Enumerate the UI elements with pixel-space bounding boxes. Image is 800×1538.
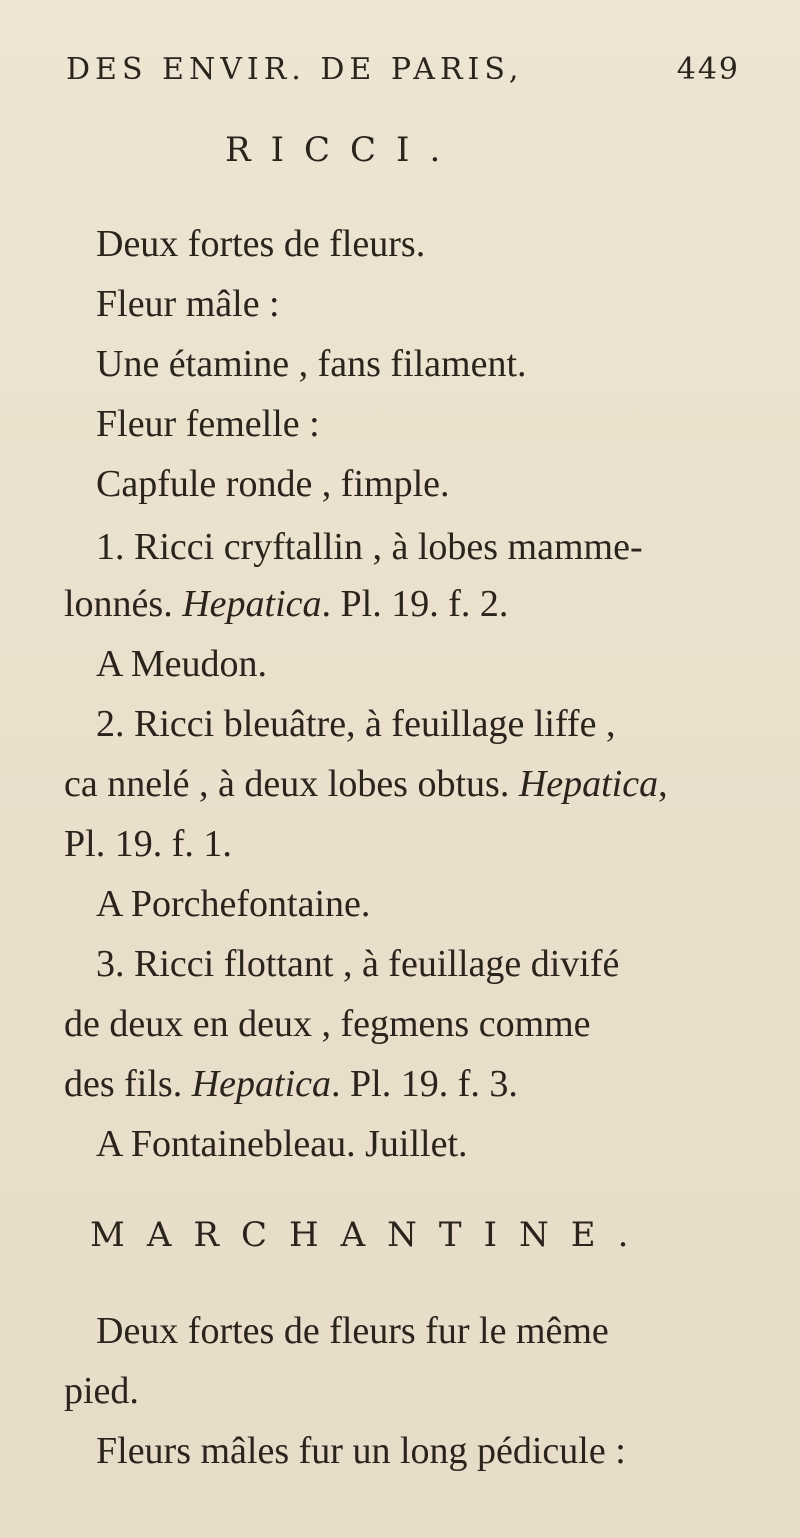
section-title-ricci: RICCI. xyxy=(225,130,461,170)
text-line xyxy=(64,585,508,623)
text-line: Capfule ronde , fimple. xyxy=(96,463,450,505)
text-run: ca nnelé , à deux lobes obtus. xyxy=(64,763,519,805)
text-line: 1. Ricci cryftallin , à lobes mamme- xyxy=(96,526,643,568)
text-line: A Meudon. xyxy=(96,643,267,685)
text-line: de deux en deux , fegmens comme xyxy=(64,1003,591,1045)
text-line: A Porchefontaine. xyxy=(96,883,371,925)
text-run: des fils. xyxy=(64,1063,192,1105)
text-line: Pl. 19. f. 1. xyxy=(64,823,232,865)
text-line: 3. Ricci flottant , à feuillage divifé xyxy=(96,943,620,985)
text-line: Deux fortes de fleurs fur le même xyxy=(96,1310,609,1352)
text-line xyxy=(64,765,668,803)
text-run: lonnés. xyxy=(64,583,183,625)
text-line: Une étamine , fans filament. xyxy=(96,343,527,385)
text-line xyxy=(64,1065,518,1103)
text-line: Deux fortes de fleurs. xyxy=(96,223,426,265)
taxon-name: Hepatica xyxy=(191,1063,332,1105)
text-run: , xyxy=(658,763,668,805)
text-line: A Fontainebleau. Juillet. xyxy=(96,1123,468,1165)
text-line: pied. xyxy=(64,1370,139,1412)
page-number: 449 xyxy=(676,52,740,87)
text-line: Fleur femelle : xyxy=(96,403,320,445)
text-line: 2. Ricci bleuâtre, à feuillage liffe , xyxy=(96,703,616,745)
text-line: Fleurs mâles fur un long pédicule : xyxy=(96,1430,626,1472)
taxon-name: Hepatica xyxy=(182,583,322,625)
running-title: DES ENVIR. DE PARIS, xyxy=(66,52,524,87)
text-run: . Pl. 19. f. 3. xyxy=(331,1063,518,1105)
text-line: Fleur mâle : xyxy=(96,283,280,325)
text-run: . Pl. 19. f. 2. xyxy=(321,583,509,625)
taxon-name: Hepatica xyxy=(518,763,659,805)
section-title-marchantine: MARCHANTINE. xyxy=(90,1215,651,1255)
